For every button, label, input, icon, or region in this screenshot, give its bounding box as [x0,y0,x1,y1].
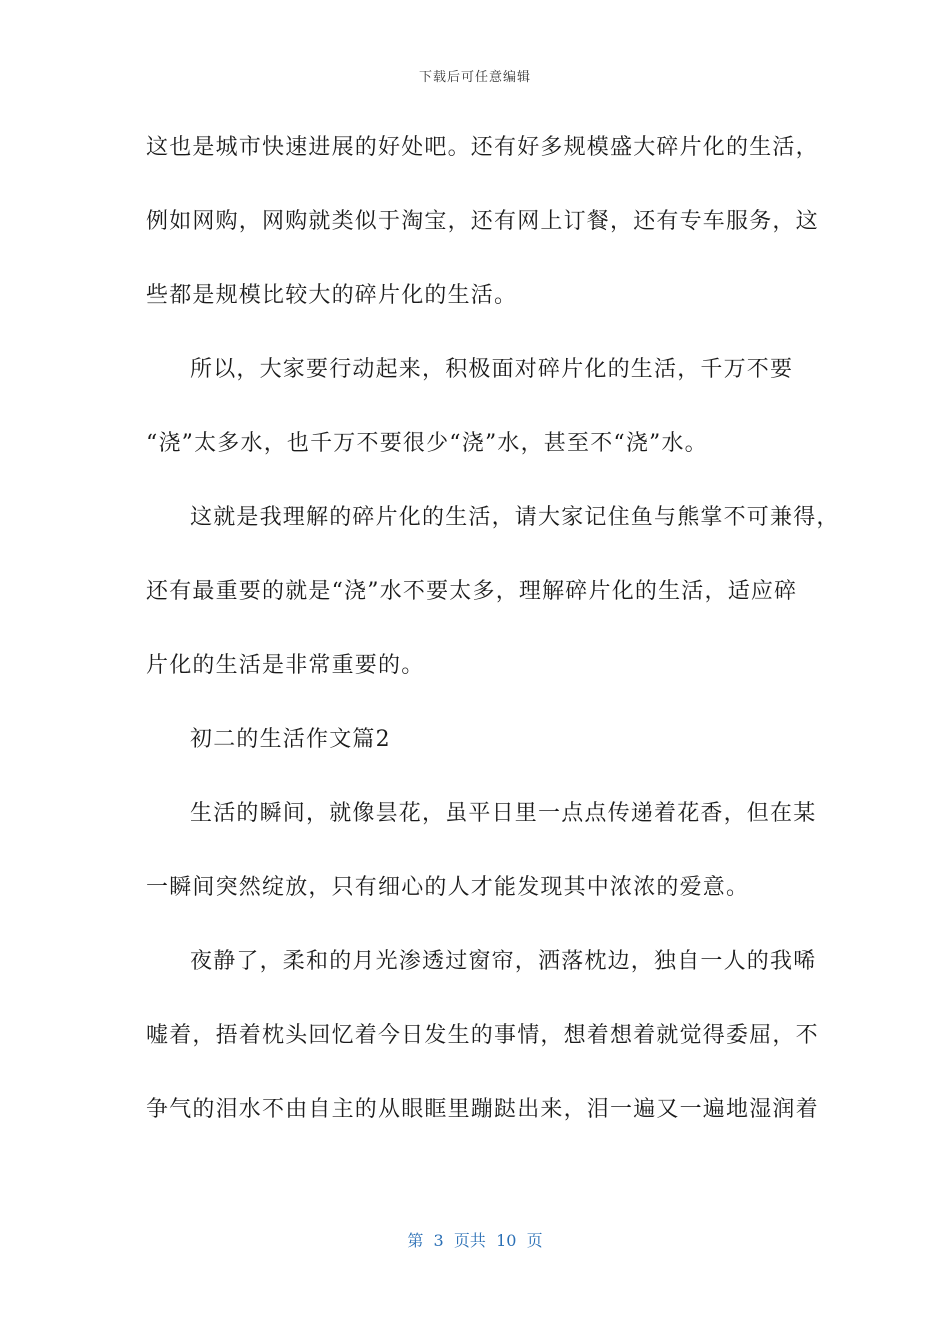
text-line: 这也是城市快速进展的好处吧。还有好多规模盛大碎片化的生活， [146,135,819,160]
text-line: 夜静了，柔和的月光渗透过窗帘，洒落枕边，独自一人的我唏 [190,949,817,974]
text-line: 初二的生活作文篇2 [190,727,391,752]
document-body [146,126,840,1162]
text-line: 片化的生活是非常重要的。 [146,653,425,678]
text-line: 些都是规模比较大的碎片化的生活。 [146,283,518,308]
text-line: 例如网购，网购就类似于淘宝，还有网上订餐，还有专车服务，这 [146,209,819,234]
page-footer: 第 3 页共 10 页 [407,1231,543,1250]
text-line: 一瞬间突然绽放，只有细心的人才能发现其中浓浓的爱意。 [146,875,750,900]
text-line: “浇”太多水，也千万不要很少“浇”水，甚至不“浇”水。 [146,431,708,456]
text-line: 这就是我理解的碎片化的生活，请大家记住鱼与熊掌不可兼得， [190,505,840,530]
text-line: 所以，大家要行动起来，积极面对碎片化的生活，千万不要 [190,357,794,382]
text-line: 生活的瞬间，就像昙花，虽平日里一点点传递着花香，但在某 [190,801,817,826]
page-header: 下载后可任意编辑 [418,70,531,85]
text-line: 嘘着，捂着枕头回忆着今日发生的事情，想着想着就觉得委屈，不 [146,1023,819,1048]
text-line: 争气的泪水不由自主的从眼眶里蹦跶出来，泪一遍又一遍地湿润着 [146,1097,819,1122]
text-line: 还有最重要的就是“浇”水不要太多，理解碎片化的生活，适应碎 [146,579,798,604]
